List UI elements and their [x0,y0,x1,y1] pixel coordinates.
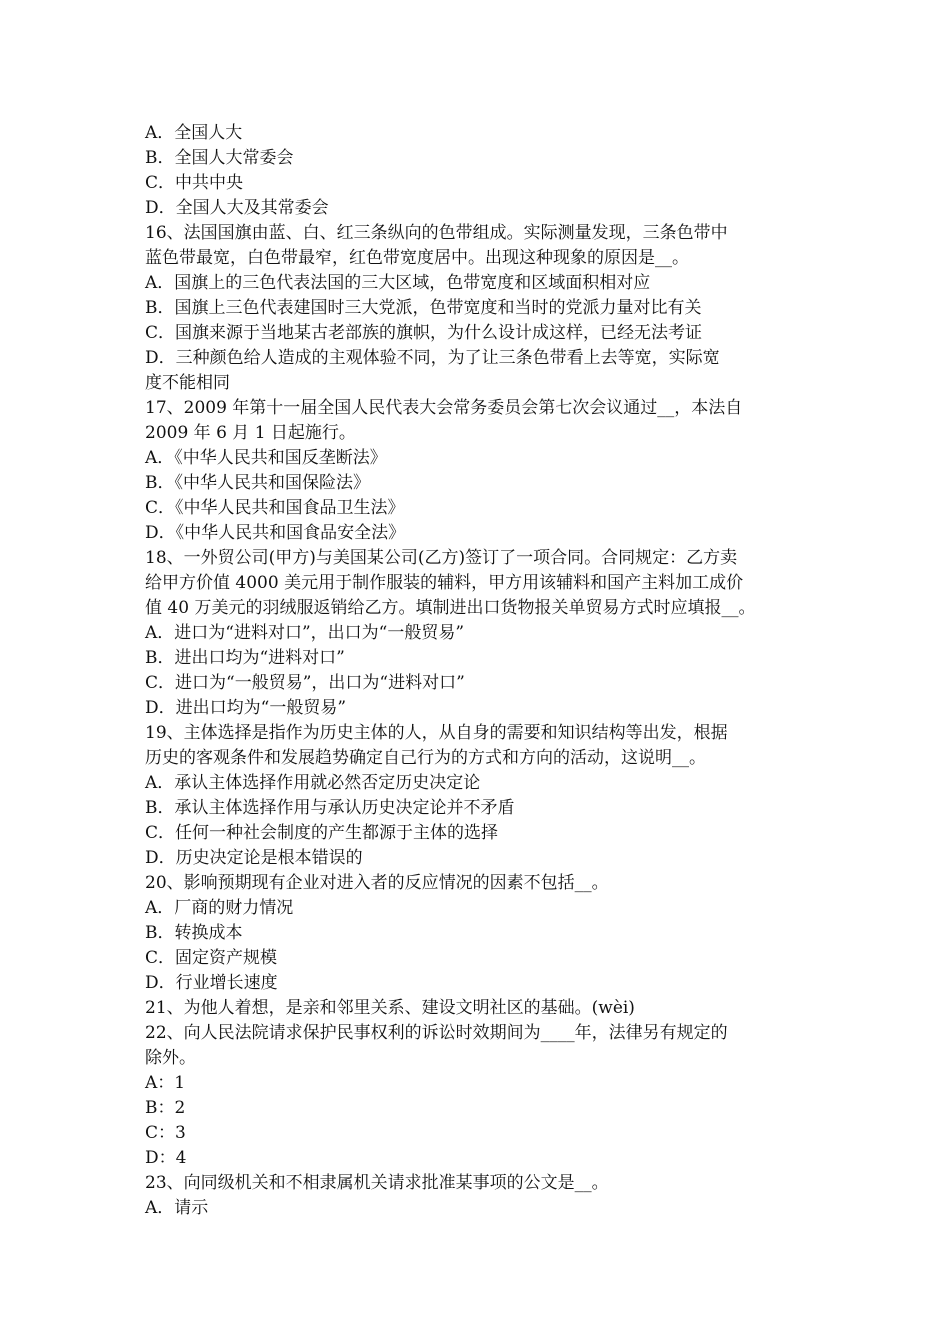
option-line: B．《中华人民共和国保险法》 [145,473,370,493]
option-line: A．承认主体选择作用就必然否定历史决定论 [145,773,481,793]
option-line: D．全国人大及其常委会 [145,198,329,218]
question-23-line: 23、向同级机关和不相隶属机关请求批准某事项的公文是__。 [145,1173,609,1193]
question-17-line: 2009 年 6 月 1 日起施行。 [145,423,356,443]
question-19-line: 历史的客观条件和发展趋势确定自己行为的方式和方向的活动，这说明__。 [145,748,706,768]
option-line: A．全国人大 [145,123,243,143]
option-line: B．承认主体选择作用与承认历史决定论并不矛盾 [145,798,515,818]
question-17-line: 17、2009 年第十一届全国人民代表大会常务委员会第七次会议通过__，本法自 [145,398,743,418]
option-line: B．全国人大常委会 [145,148,294,168]
question-20-line: 20、影响预期现有企业对进入者的反应情况的因素不包括__。 [145,873,609,893]
option-line: C．进口为“一般贸易”，出口为“进料对口” [145,673,465,693]
option-line: B．国旗上三色代表建国时三大党派，色带宽度和当时的党派力量对比有关 [145,298,702,318]
question-22-line: 22、向人民法院请求保护民事权利的诉讼时效期间为____年，法律另有规定的 [145,1023,728,1043]
option-line: D．《中华人民共和国食品安全法》 [145,523,406,543]
option-line: D．历史决定论是根本错误的 [145,848,363,868]
question-16-line: 蓝色带最宽，白色带最窄，红色带宽度居中。出现这种现象的原因是__。 [145,248,689,268]
document-page [145,121,813,1221]
option-line: C．《中华人民共和国食品卫生法》 [145,498,405,518]
option-line: B．转换成本 [145,923,243,943]
question-22-line: 除外。 [145,1048,196,1068]
option-line: D．行业增长速度 [145,973,278,993]
option-line: C．国旗来源于当地某古老部族的旗帜，为什么设计成这样，已经无法考证 [145,323,703,343]
option-line: A：1 [145,1073,186,1093]
question-18-line: 给甲方价值 4000 美元用于制作服装的辅料，甲方用该辅料和国产主料加工成价 [145,573,744,593]
option-line: A．《中华人民共和国反垄断法》 [145,448,387,468]
question-21-line: 21、为他人着想，是亲和邻里关系、建设文明社区的基础。(wèi) [145,998,635,1018]
option-line: B．进出口均为“进料对口” [145,648,345,668]
option-line: D：4 [145,1148,187,1168]
question-18-line: 18、一外贸公司(甲方)与美国某公司(乙方)签订了一项合同。合同规定：乙方卖 [145,548,738,568]
option-line: A．国旗上的三色代表法国的三大区域，色带宽度和区域面积相对应 [145,273,651,293]
question-19-line: 19、主体选择是指作为历史主体的人，从自身的需要和知识结构等出发，根据 [145,723,728,743]
option-line: A．进口为“进料对口”，出口为“一般贸易” [145,623,465,643]
option-line: D．进出口均为“一般贸易” [145,698,347,718]
option-line: C．固定资产规模 [145,948,278,968]
option-line: C：3 [145,1123,186,1143]
option-line: C．任何一种社会制度的产生都源于主体的选择 [145,823,499,843]
option-line: B：2 [145,1098,186,1118]
option-line: D．三种颜色给人造成的主观体验不同，为了让三条色带看上去等宽，实际宽 [145,348,720,368]
option-line: A．厂商的财力情况 [145,898,294,918]
question-16-line: 16、法国国旗由蓝、白、红三条纵向的色带组成。实际测量发现，三条色带中 [145,223,728,243]
option-line: C．中共中央 [145,173,244,193]
option-line: A．请示 [145,1198,209,1218]
question-18-line: 值 40 万美元的羽绒服返销给乙方。填制进出口货物报关单贸易方式时应填报__。 [145,598,756,618]
option-line: 度不能相同 [145,373,230,393]
